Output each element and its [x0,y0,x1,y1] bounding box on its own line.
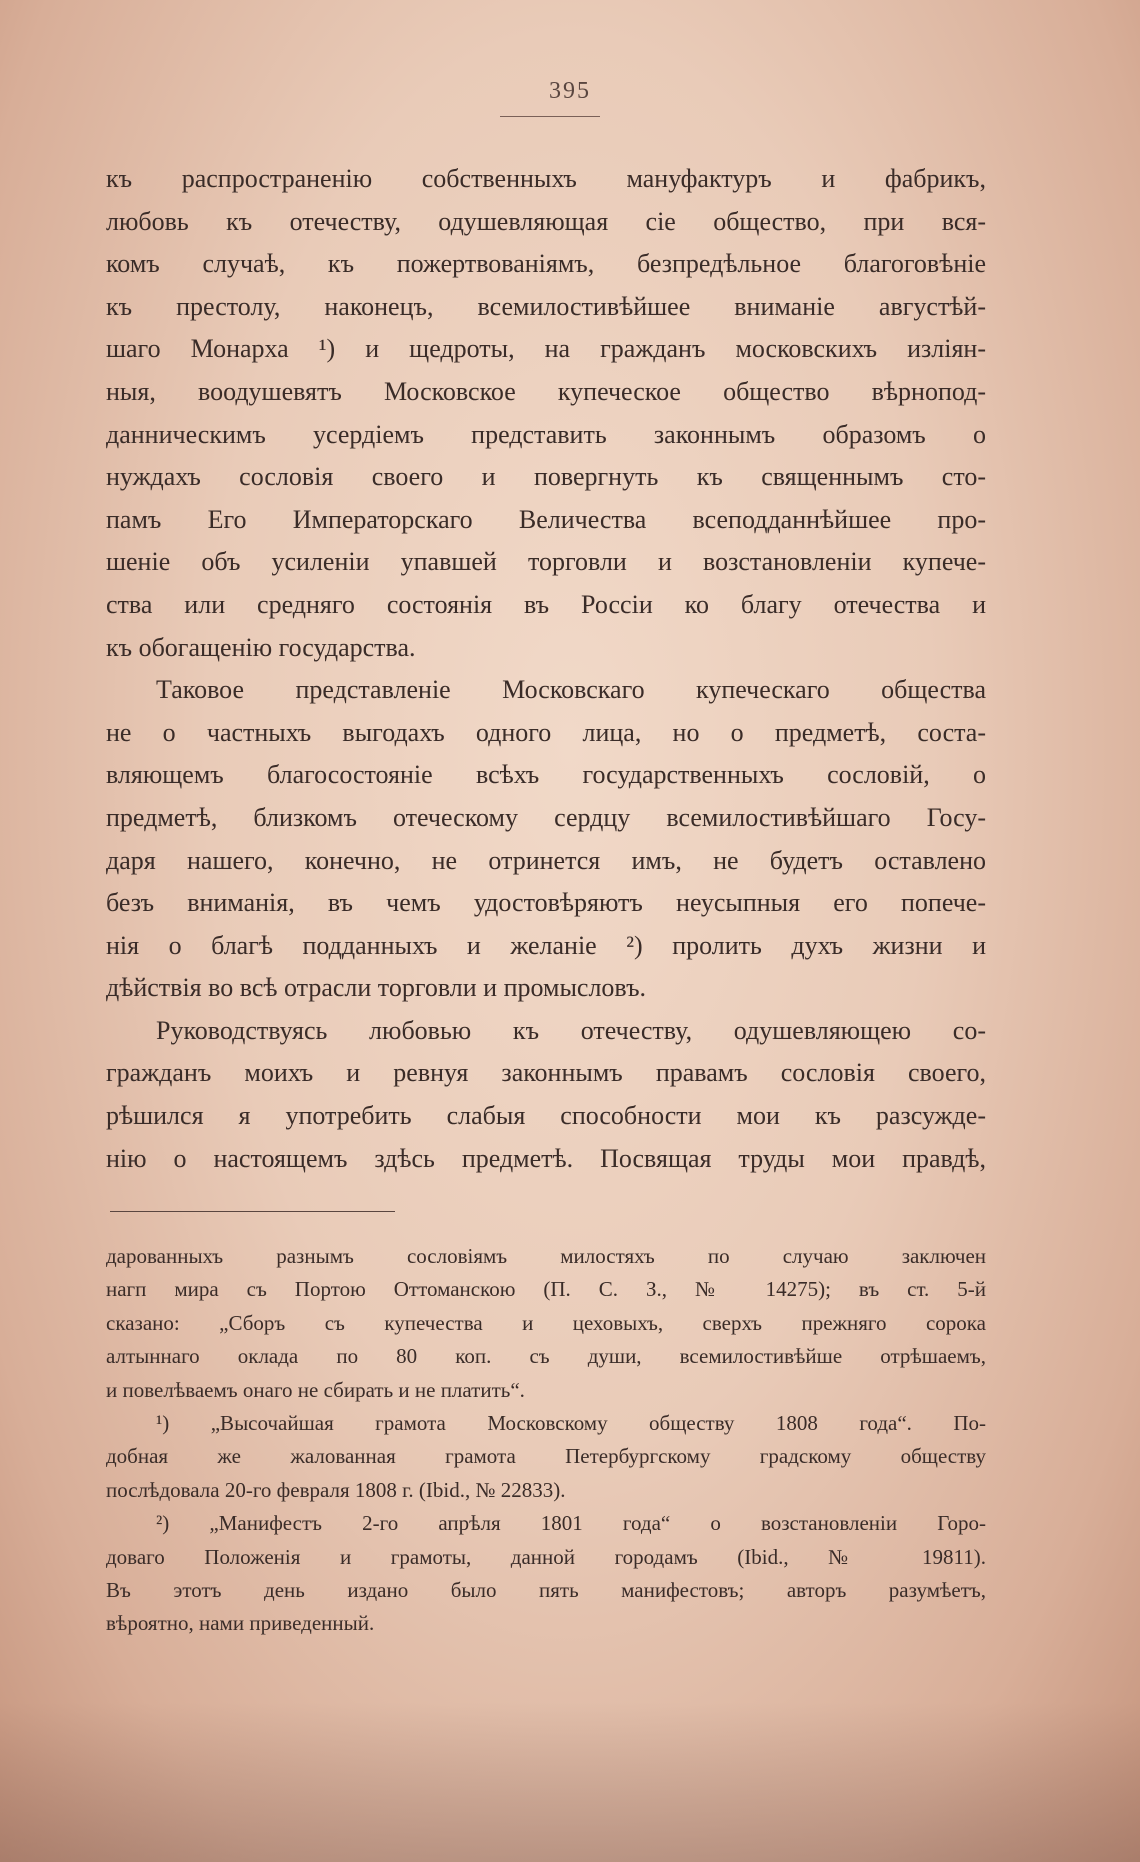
text-line: нія о благѣ подданныхъ и желаніе ²) пролить духъ жизни и [106,930,986,960]
text-line: ныя, воодушевятъ Московское купеческое общество вѣрнопод- [106,376,986,406]
footnote-line: нагп мира съ Портою Оттоманскою (П. С. З., № 14275); въ ст. 5-й [106,1277,986,1302]
footnote-separator [110,1211,395,1212]
footnote-line: вѣроятно, нами приведенный. [106,1611,375,1636]
text-line: шаго Монарха ¹) и щедроты, на гражданъ московскихъ изліян- [106,334,986,364]
footnote-line: послѣдовала 20-го февраля 1808 г. (Ibid., № 22833). [106,1477,566,1502]
page-number-underline [500,116,600,117]
text-line: нію о настоящемъ здѣсь предметѣ. Посвящая труды мои правдѣ, [106,1143,986,1173]
main-text [106,158,986,1180]
footnote-line: доваго Положенія и грамоты, данной городамъ (Ibid., № 19811). [106,1544,986,1569]
text-line: вляющемъ благосостояніе всѣхъ государственныхъ сословій, о [106,760,986,790]
footnote-line: ²) „Манифестъ 2-го апрѣля 1801 года“ о возстановленіи Горо- [156,1511,986,1536]
text-line: памъ Его Императорскаго Величества всеподданнѣйшее про- [106,504,986,534]
footnote-line: и повелѣваемъ онаго не сбирать и не платить“. [106,1377,525,1402]
footnote-line: алтыннаго оклада по 80 коп. съ души, всемилостивѣйше отрѣшаемъ, [106,1344,986,1369]
text-line: шеніе объ усиленіи упавшей торговли и возстановленіи купече- [106,547,986,577]
text-line: безъ вниманія, въ чемъ удостовѣряютъ неусыпныя его попече- [106,888,986,918]
text-line: даря нашего, конечно, не отринется имъ, не будетъ оставлено [106,845,986,875]
text-line: данническимъ усердіемъ представить законнымъ образомъ о [106,419,986,449]
footnote-line: Въ этотъ день издано было пять манифестовъ; авторъ разумѣетъ, [106,1577,986,1602]
text-line: къ распространенію собственныхъ мануфактуръ и фабрикъ, [106,164,986,193]
text-line: любовь къ отечеству, одушевляющая сіе общество, при вся- [106,206,986,236]
footnote-line: сказано: „Сборъ съ купечества и цеховыхъ, сверхъ прежняго сорока [106,1310,986,1335]
footnote-line: добная же жалованная грамота Петербургскому градскому обществу [106,1444,986,1469]
footnote-line: ¹) „Высочайшая грамота Московскому обществу 1808 года“. По- [156,1410,986,1435]
footnotes [106,1240,986,1641]
text-line: предметѣ, близкомъ отеческому сердцу всемилостивѣйшаго Госу- [106,802,986,832]
text-line: Руководствуясь любовью къ отечеству, одушевляющею со- [156,1015,986,1045]
text-line: не о частныхъ выгодахъ одного лица, но о предметѣ, соста- [106,717,986,747]
text-line: къ престолу, наконецъ, всемилостивѣйшее вниманіе августѣй- [106,291,986,321]
text-line: нуждахъ сословія своего и повергнуть къ священнымъ сто- [106,462,986,492]
text-line: къ обогащенію государства. [106,632,416,662]
page-number: 395 [549,78,591,104]
footnote-line: дарованныхъ разнымъ сословіямъ милостяхъ по случаю заключен [106,1244,986,1268]
text-line: дѣйствія во всѣ отрасли торговли и промысловъ. [106,973,647,1003]
text-line: Таковое представленіе Московскаго купеческаго общества [156,675,986,705]
text-line: рѣшился я употребить слабыя способности мои къ разсужде- [106,1101,986,1131]
text-line: гражданъ моихъ и ревнуя законнымъ правамъ сословія своего, [106,1058,986,1088]
text-line: комъ случаѣ, къ пожертвованіямъ, безпредѣльное благоговѣніе [106,249,986,279]
text-line: ства или средняго состоянія въ Россіи ко благу отечества и [106,589,986,619]
